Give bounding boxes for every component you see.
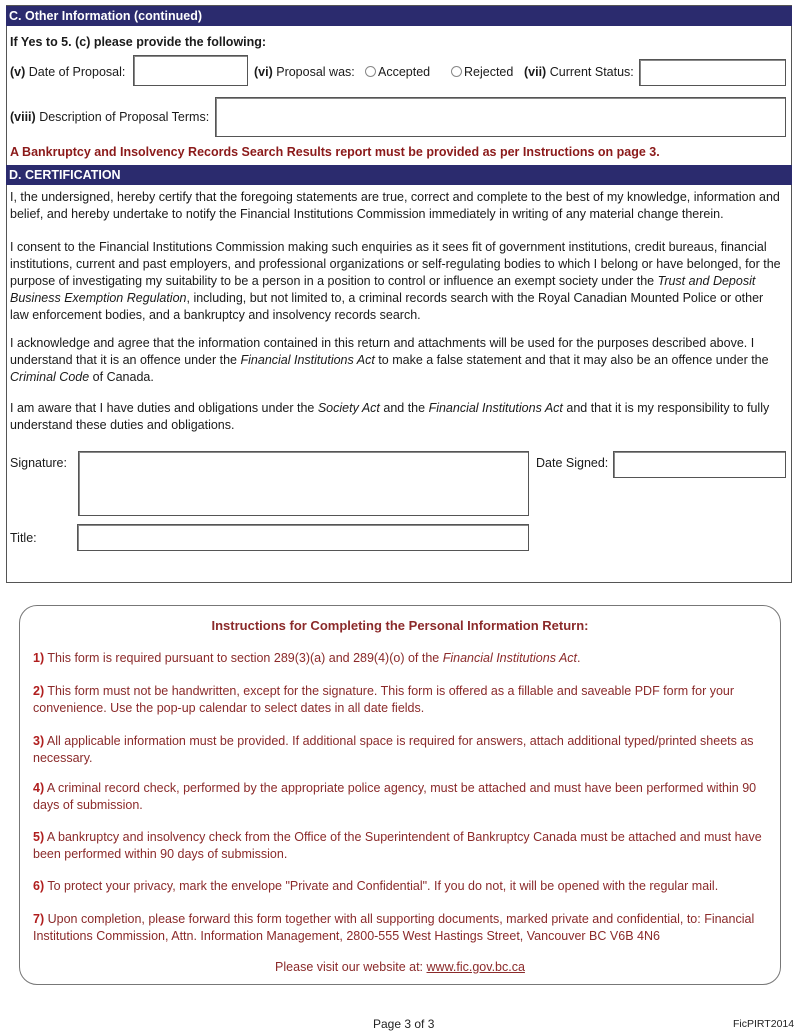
description-of-proposal-terms-label: (viii) Description of Proposal Terms: bbox=[10, 110, 210, 124]
date-of-proposal-label: (v) Date of Proposal: bbox=[10, 65, 126, 79]
instruction-item-5: 5) A bankruptcy and insolvency check from the Office of the Superintendent of Bankruptcy Canada must be attached and must have been performed within 90 days of submission. bbox=[33, 830, 762, 861]
section-c-header: C. Other Information (continued) bbox=[6, 6, 792, 26]
date-of-proposal-field[interactable] bbox=[133, 55, 248, 86]
radio-accepted-icon[interactable] bbox=[365, 66, 376, 77]
bankruptcy-report-warning: A Bankruptcy and Insolvency Records Search Results report must be provided as per Instructions on page 3. bbox=[10, 145, 660, 159]
radio-rejected-icon[interactable] bbox=[451, 66, 462, 77]
instruction-item-7: 7) Upon completion, please forward this form together with all supporting documents, marked private and confidential, to: Financial Institutions Commission, Attn. Information Management, 2800-555 West Hastings Street, Vancouver BC V6B 4N6 bbox=[33, 912, 755, 943]
current-status-field[interactable] bbox=[639, 59, 786, 86]
website-line: Please visit our website at: www.fic.gov.bc.ca bbox=[275, 960, 525, 974]
title-field[interactable] bbox=[77, 524, 529, 551]
instruction-item-1: 1) This form is required pursuant to section 289(3)(a) and 289(4)(o) of the Financial Institutions Act. bbox=[33, 651, 581, 665]
certification-paragraph-2: I consent to the Financial Institutions Commission making such enquiries as it sees fit of government institutions, credit bureaus, financial institutions, current and past employers, and professional organizations or self-regulating bodies to which I belong or have belonged, for the purpose of investigating my suitability to be a person in a position to control or influence an exempt society under the Trust and Deposit Business Exemption Regulation, including, but not limited to, a criminal records search with the Royal Canadian Mounted Police or other law enforcement bodies, and a bankruptcy and insolvency records search. bbox=[10, 240, 781, 322]
title-label: Title: bbox=[10, 531, 37, 545]
instruction-item-4: 4) A criminal record check, performed by the appropriate police agency, must be attached and must have been performed within 90 days of submission. bbox=[33, 781, 757, 812]
form-code: FicPIRT2014 bbox=[733, 1018, 795, 1030]
section-c-prompt: If Yes to 5. (c) please provide the following: bbox=[10, 35, 267, 49]
instruction-item-2: 2) This form must not be handwritten, except for the signature. This form is offered as a fillable and saveable PDF form for your convenience. Use the pop-up calendar to select dates in all date fields. bbox=[33, 684, 735, 715]
certification-paragraph-1: I, the undersigned, hereby certify that the foregoing statements are true, correct and complete to the best of my knowledge, information and belief, and hereby undertake to notify the Financial Institutions Commission immediately in writing of any material change therein. bbox=[10, 190, 780, 221]
signature-label: Signature: bbox=[10, 456, 67, 470]
website-link[interactable]: www.fic.gov.bc.ca bbox=[426, 960, 525, 974]
signature-field[interactable] bbox=[78, 451, 529, 516]
date-signed-field[interactable] bbox=[613, 451, 786, 478]
instruction-item-6: 6) To protect your privacy, mark the envelope "Private and Confidential". If you do not, it will be opened with the regular mail. bbox=[33, 879, 719, 893]
description-of-proposal-terms-field[interactable] bbox=[215, 97, 786, 137]
certification-paragraph-4: I am aware that I have duties and obligations under the Society Act and the Financial Institutions Act and that it is my responsibility to fully understand these duties and obligations. bbox=[10, 401, 770, 432]
instructions-title: Instructions for Completing the Personal Information Return: bbox=[211, 618, 589, 633]
radio-accepted[interactable]: Accepted bbox=[365, 63, 430, 81]
section-d-header: D. CERTIFICATION bbox=[6, 165, 792, 185]
date-signed-label: Date Signed: bbox=[536, 456, 609, 470]
current-status-label: (vii) Current Status: bbox=[524, 65, 634, 79]
certification-paragraph-3: I acknowledge and agree that the information contained in this return and attachments will be used for the purposes described above. I understand that it is an offence under the Financial Institutions Act to make a false statement and that it may also be an offence under the Criminal Code of Canada. bbox=[10, 336, 769, 384]
instruction-item-3: 3) All applicable information must be provided. If additional space is required for answers, attach additional typed/printed sheets as necessary. bbox=[33, 734, 754, 765]
radio-rejected[interactable]: Rejected bbox=[451, 63, 513, 81]
page-number: Page 3 of 3 bbox=[373, 1017, 435, 1031]
proposal-was-label: (vi) Proposal was: bbox=[254, 65, 355, 79]
